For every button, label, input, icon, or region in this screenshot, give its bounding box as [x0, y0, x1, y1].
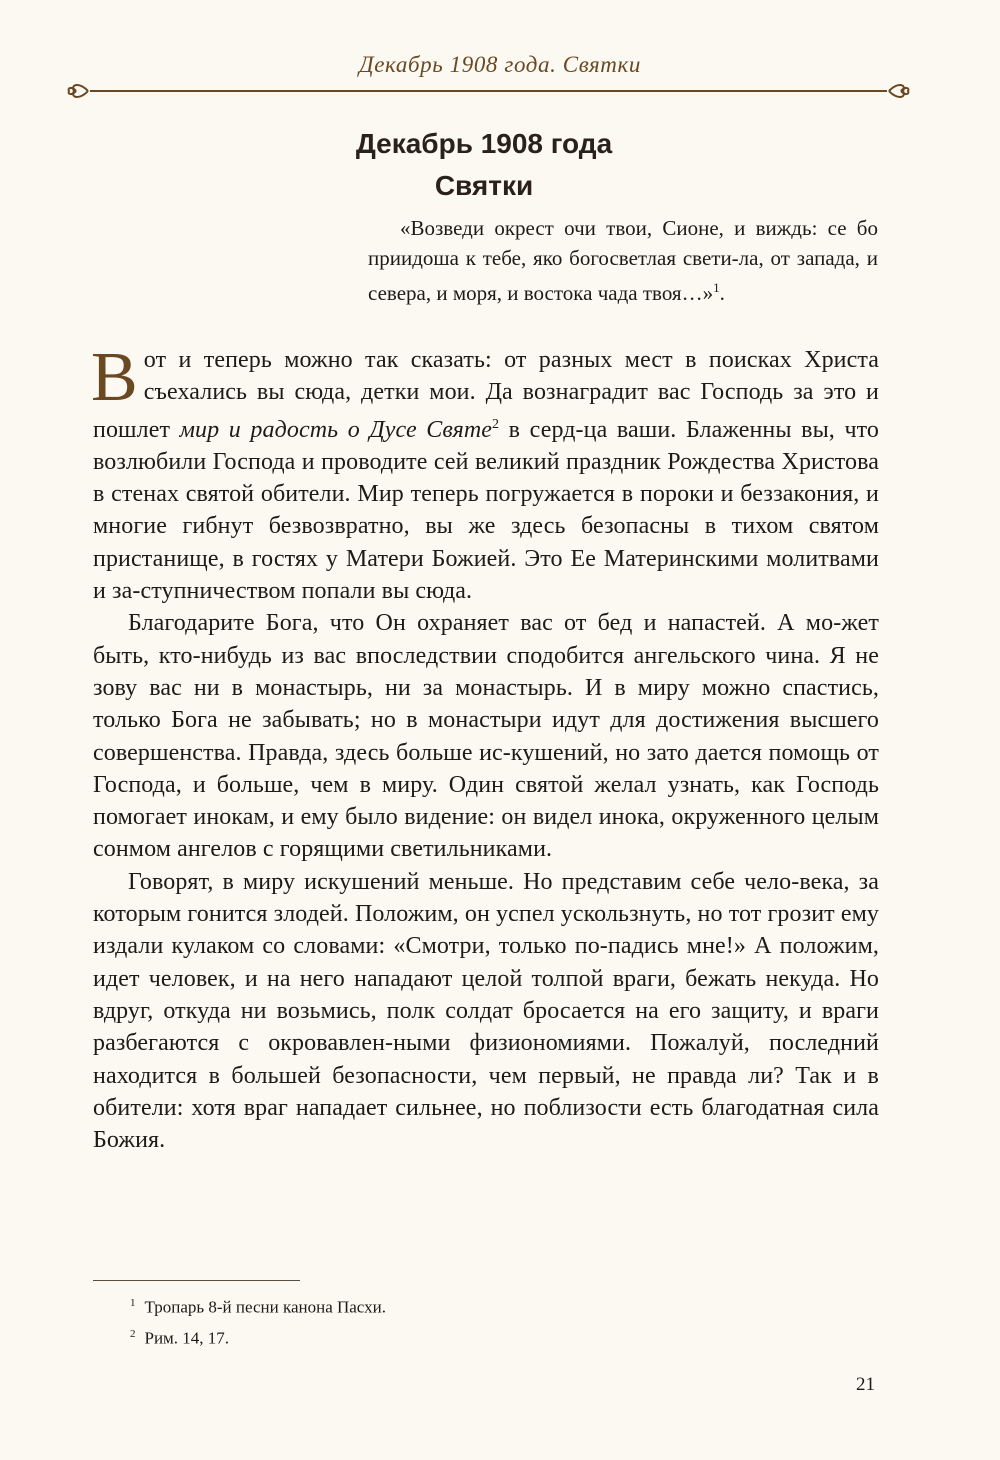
chapter-subtitle: Святки: [434, 170, 534, 201]
footnote-ref: 2: [492, 416, 500, 432]
page-number: 21: [856, 1374, 875, 1395]
footnotes: [130, 1290, 830, 1351]
running-head: Декабрь 1908 года. Святки: [359, 52, 641, 77]
paragraph: Вот и теперь можно так сказать: от разных мест в поисках Христа съехались вы сюда, детки мои. Да вознаградит вас Господь за это и пошлет мир и радость о Дусе Святе$^2$ в серд-ца ваши. Блаженны вы, что возлюбили Господа и проводите сей великий праздник Рождества Христова в стенах святой обители. Мир теперь погружается в пороки и беззакония, и многие гибнут безвозвратно, вы же здесь безопасны в тихом святом пристанище, в гостях у Матери Божией. Это Ее Материнскими молитвами и за-ступничеством попали вы сюда.: [91, 339, 879, 605]
paragraph: Говорят, в миру искушений меньше. Но представим себе чело-века, за которым гонится злодей. Положим, он успел ускользнуть, но тот грозит ему издали кулаком со словами: «Смотри, только по-падись мне!» А положим, идет человек, и на него нападают целой толпой враги, бежать некуда. Но вдруг, откуда ни возьмись, полк солдат бросается на его защиту, и враги разбегаются с окровавлен-ными физиономиями. Пожалуй, последний находится в большей безопасности, чем первый, не правда ли? Так и в обители: хотя враг нападает сильнее, но поблизости есть благодатная сила Божия.: [93, 868, 879, 1154]
paragraph: Благодарите Бога, что Он охраняет вас от бед и напастей. А мо-жет быть, кто-нибудь из вас впоследствии сподобится ангельского чина. Я не зову вас ни в монастырь, ни за монастырь. И в миру можно спастись, только Бога не забывать; но в монастыри идут для достижения высшего совершенства. Правда, здесь больше ис-кушений, но зато дается помощь от Господа, и больше, чем в миру. Один святой желал узнать, как Господь помогает инокам, и ему было видение: он видел инока, окруженного целым сонмом ангелов с горящими светильниками.: [93, 610, 879, 863]
quoted-phrase: мир и радость о Дусе Святе: [179, 416, 493, 443]
epigraph: «Возведи окрест очи твои, Сионе, и виждь: се бо приидоша к тебе, яко богосветлая свети-ла, от запада, и севера, и моря, и востока чада твоя…»$^1$.: [368, 216, 878, 305]
footnote-ref: 1: [713, 280, 720, 295]
ornamental-rule: [66, 80, 911, 102]
epigraph-text: «Возведи окрест очи твои, Сионе, и виждь: се бо приидоша к тебе, яко богосветлая свети-ла, от запада, и севера, и моря, и востока чада твоя…»: [368, 216, 878, 305]
chapter-title: Декабрь 1908 года: [355, 128, 613, 159]
footnote-divider: [93, 1280, 300, 1281]
main-text: [91, 339, 879, 1156]
footnote: $^2$ Рим. 14, 17.: [130, 1327, 230, 1348]
footnote: $^1$ Тропарь 8-й песни канона Пасхи.: [130, 1297, 386, 1317]
drop-cap: В: [91, 339, 138, 416]
